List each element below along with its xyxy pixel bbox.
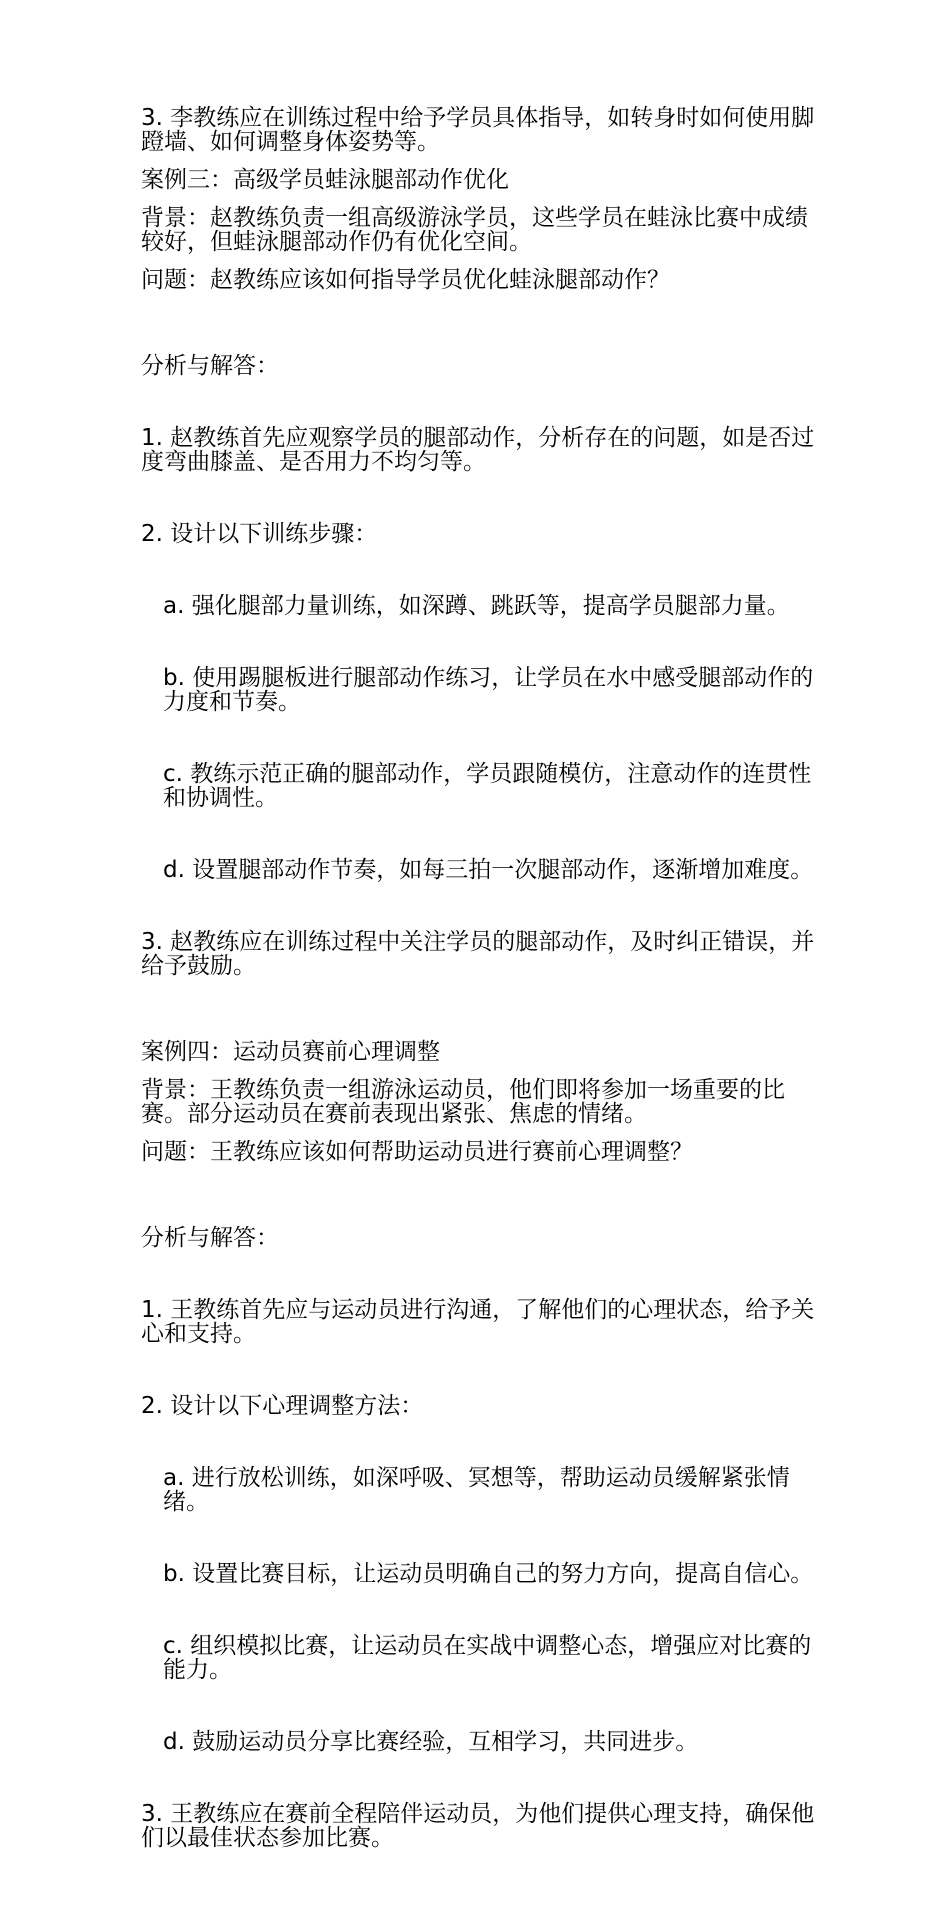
case3-step-2: 2. 设计以下训练步骤： <box>141 521 378 547</box>
case4-step-2a: a. 进行放松训练，如深呼吸、冥想等，帮助运动员缓解紧张情绪。 <box>163 1465 790 1515</box>
case3-background: 背景：赵教练负责一组高级游泳学员，这些学员在蛙泳比赛中成绩较好，但蛙泳腿部动作仍有优化空间。 <box>141 205 808 255</box>
case4-analysis-heading: 分析与解答： <box>141 1225 279 1251</box>
case3-step-1: 1. 赵教练首先应观察学员的腿部动作，分析存在的问题，如是否过度弯曲膝盖、是否用力不均匀等。 <box>141 425 815 475</box>
case4-step-2b: b. 设置比赛目标，让运动员明确自己的努力方向，提高自信心。 <box>163 1561 814 1587</box>
case3-step-2c: c. 教练示范正确的腿部动作，学员跟随模仿，注意动作的连贯性和协调性。 <box>163 761 812 811</box>
case3-analysis <box>141 306 816 1026</box>
case3-step-2b: b. 使用踢腿板进行腿部动作练习，让学员在水中感受腿部动作的力度和节奏。 <box>163 665 814 715</box>
case4-analysis <box>141 1178 816 1898</box>
case4-title: 案例四：运动员赛前心理调整 <box>141 1039 440 1065</box>
case3-title: 案例三：高级学员蛙泳腿部动作优化 <box>141 167 509 193</box>
case3-step-3: 3. 赵教练应在训练过程中关注学员的腿部动作，及时纠正错误，并给予鼓励。 <box>141 929 815 979</box>
case4-step-2d: d. 鼓励运动员分享比赛经验，互相学习，共同进步。 <box>163 1729 699 1755</box>
case3-analysis-heading: 分析与解答： <box>141 353 279 379</box>
case3-question: 问题：赵教练应该如何指导学员优化蛙泳腿部动作？ <box>141 267 670 293</box>
case4-background: 背景：王教练负责一组游泳运动员，他们即将参加一场重要的比赛。部分运动员在赛前表现出紧张、焦虑的情绪。 <box>141 1077 785 1127</box>
intro-item-3: 3. 李教练应在训练过程中给予学员具体指导，如转身时如何使用脚蹬墙、如何调整身体姿势等。 <box>141 105 815 155</box>
case4-step-2: 2. 设计以下心理调整方法： <box>141 1393 424 1419</box>
case3-step-2d: d. 设置腿部动作节奏，如每三拍一次腿部动作，逐渐增加难度。 <box>163 857 814 883</box>
case4-step-2c: c. 组织模拟比赛，让运动员在实战中调整心态，增强应对比赛的能力。 <box>163 1633 812 1683</box>
case4-question: 问题：王教练应该如何帮助运动员进行赛前心理调整？ <box>141 1139 693 1165</box>
case4-step-1: 1. 王教练首先应与运动员进行沟通，了解他们的心理状态，给予关心和支持。 <box>141 1297 815 1347</box>
case4-step-3: 3. 王教练应在赛前全程陪伴运动员，为他们提供心理支持，确保他们以最佳状态参加比赛。 <box>141 1801 815 1851</box>
case3-step-2a: a. 强化腿部力量训练，如深蹲、跳跃等，提高学员腿部力量。 <box>163 593 790 619</box>
document-body <box>141 106 816 1912</box>
